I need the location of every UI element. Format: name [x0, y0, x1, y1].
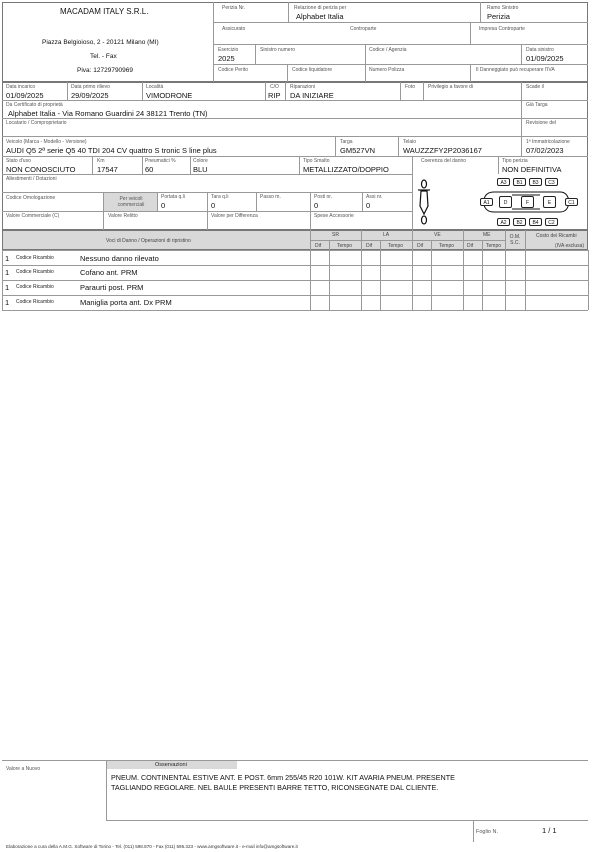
assi-value: 0 — [366, 201, 371, 210]
pneumatici-value: 60 — [145, 165, 154, 174]
sub-tempo: Tempo — [439, 243, 455, 249]
telaio-value: WAUZZZFY2P2036167 — [403, 146, 482, 155]
divider — [2, 250, 3, 310]
telaio-label: Telaio — [403, 139, 417, 145]
divider — [365, 44, 366, 64]
tipo-perizia-value: NON DEFINITIVA — [502, 165, 562, 174]
group-sr: SR — [332, 232, 339, 238]
portata-value: 0 — [161, 201, 166, 210]
ramo-value: Perizia — [487, 12, 510, 21]
row-qty: 1 — [5, 283, 10, 292]
om-header: O.M. S.C. — [509, 234, 521, 246]
localita-value: VIMODRONE — [146, 91, 193, 100]
divider — [505, 230, 506, 310]
divider — [521, 136, 522, 156]
divider — [67, 82, 68, 100]
company-name: MACADAM ITALY S.R.L. — [60, 7, 149, 16]
group-la: LA — [383, 232, 390, 238]
company-phone: Tel. - Fax — [90, 53, 117, 60]
esercizio-value: 2025 — [218, 54, 235, 63]
valore-relitto-label: Valore Relitto — [108, 213, 138, 219]
locatario-label: Locatario / Comproprietario — [6, 120, 67, 126]
divider — [521, 82, 522, 100]
riparazioni-label: Riparazioni — [290, 84, 316, 90]
tara-value: 0 — [211, 201, 216, 210]
group-me: ME — [483, 232, 491, 238]
divider — [2, 156, 588, 157]
divider — [398, 136, 399, 156]
pneumatici-label: Pneumatici % — [145, 158, 176, 164]
localita-label: Località — [146, 84, 164, 90]
targa-value: GM527VN — [340, 146, 376, 155]
damage-pad-C3[interactable]: C3 — [545, 178, 558, 186]
row-code: Codice Ricambio — [16, 299, 54, 305]
motorcycle-icon — [418, 180, 430, 224]
posti-value: 0 — [314, 201, 319, 210]
scade-label: Scade il — [526, 84, 544, 90]
divider — [288, 2, 289, 22]
tara-label: Tara q.li — [211, 194, 229, 200]
sub-dif: Dif — [315, 243, 322, 249]
divider — [92, 156, 93, 174]
divider — [106, 820, 588, 821]
damage-pad-B2[interactable]: B2 — [513, 218, 526, 226]
gia-targa-label: Già Targa — [526, 102, 548, 108]
divider — [2, 310, 588, 311]
sub-tempo: Tempo — [337, 243, 353, 249]
divider — [361, 230, 362, 310]
data-sinistro-label: Data sinistro — [526, 47, 554, 53]
passo-label: Passo m. — [260, 194, 281, 200]
divider — [498, 156, 499, 174]
valore-commerciale-label: Valore Commerciale (C) — [6, 213, 60, 219]
veicolo-value: AUDI Q5 2ª serie Q5 40 TDI 204 CV quattro S tronic S line plus — [6, 146, 217, 155]
smalto-label: Tipo Smalto — [303, 158, 330, 164]
costo-sub: (IVA esclusa) — [555, 243, 585, 249]
allestimenti-label: Allestimenti / Dotazioni — [6, 176, 57, 182]
stato-uso-label: Stato d'uso — [6, 158, 31, 164]
veicolo-label: Veicolo (Marca - Modello - Versione) — [6, 139, 87, 145]
divider — [213, 22, 588, 23]
stato-uso-value: NON CONOSCIUTO — [6, 165, 76, 174]
voci-header: Voci di Danno / Operazioni di ripristino — [106, 238, 191, 244]
divider — [2, 100, 588, 101]
row-desc: Cofano ant. PRM — [80, 268, 138, 277]
company-vat: Piva: 12729790969 — [77, 67, 134, 74]
row-code: Codice Ricambio — [16, 284, 54, 290]
damage-pad-E[interactable]: E — [543, 196, 556, 208]
divider — [2, 211, 412, 212]
divider — [480, 2, 481, 22]
immatricolazione-label: 1ª Immatricolazione — [526, 139, 570, 145]
colore-value: BLU — [193, 165, 208, 174]
osservazioni-line1: PNEUM. CONTINENTAL ESTIVE ANT. E POST. 6mm 255/45 R20 101W. KIT AVARIA PNEUM. PRESENTE — [111, 773, 455, 782]
foglio-label: Foglio N. — [476, 829, 499, 835]
divider — [310, 240, 505, 241]
foto-label: Foto — [405, 84, 416, 90]
divider — [473, 820, 474, 842]
row-desc: Nessuno danno rilevato — [80, 254, 159, 263]
divider — [362, 192, 363, 211]
codice-liquidatore-label: Codice liquidatore — [292, 67, 333, 73]
co-label: C/O — [270, 84, 279, 90]
valore-nuovo-label: Valore a Nuovo — [6, 766, 41, 772]
divider — [310, 230, 311, 310]
divider — [463, 230, 464, 310]
ramo-label: Ramo Sinistro — [487, 5, 519, 11]
elaborazione-text: Elaborazione a cura della A.M.G. Software di Torino - Tel. (011) 598.870 - Fax (011) 595.323 - www.amgsoftware.it - e-mail info@amgsoftware.it — [6, 844, 298, 849]
company-address: Piazza Belgioioso, 2 - 20121 Milano (MI) — [42, 39, 159, 46]
divider — [2, 280, 588, 281]
assicurato-label: Assicurato — [222, 26, 246, 32]
damage-pad-C2[interactable]: C2 — [545, 218, 558, 226]
divider — [412, 230, 413, 310]
numero-polizza-label: Numero Polizza — [369, 67, 405, 73]
relazione-value: Alphabet Italia — [296, 12, 344, 21]
divider — [521, 44, 522, 64]
iva-label: Il Danneggiato può recuperare l'IVA — [476, 67, 555, 73]
sub-dif: Dif — [366, 243, 373, 249]
damage-pad-A1[interactable]: A1 — [480, 198, 493, 206]
data-sinistro-value: 01/09/2025 — [526, 54, 564, 63]
riparazioni-value: DA INIZIARE — [290, 91, 334, 100]
divider — [470, 22, 471, 44]
divider — [190, 156, 191, 174]
controparte-label: Controparte — [350, 26, 377, 32]
divider — [400, 82, 401, 100]
sub-tempo: Tempo — [486, 243, 502, 249]
proprieta-value: Alphabet Italia - Via Romano Guardini 24 38121 Trento (TN) — [8, 109, 208, 118]
smalto-value: METALLIZZATO/DOPPIO — [303, 165, 389, 174]
divider — [287, 64, 288, 82]
codice-agenzia-label: Codice / Agenzia — [369, 47, 407, 53]
foglio-value: 1 / 1 — [542, 826, 557, 835]
divider — [588, 250, 589, 310]
omologazione-label: Codice Omologazione — [6, 195, 56, 201]
sub-dif: Dif — [467, 243, 474, 249]
portata-label: Portata q.li — [161, 194, 185, 200]
row-code: Codice Ricambio — [16, 255, 54, 261]
row-desc: Paraurti post. PRM — [80, 283, 144, 292]
divider — [285, 82, 286, 100]
sinistro-numero-label: Sinistro numero — [260, 47, 296, 53]
data-rilievo-value: 29/09/2025 — [71, 91, 109, 100]
divider — [142, 82, 143, 100]
tipo-perizia-label: Tipo perizia — [502, 158, 528, 164]
damage-pad-A3[interactable]: A3 — [497, 178, 510, 186]
row-code: Codice Ricambio — [16, 269, 54, 275]
divider — [299, 156, 300, 174]
divider — [2, 174, 412, 175]
divider — [2, 250, 588, 251]
divider — [423, 82, 424, 100]
divider — [2, 265, 588, 266]
divider — [2, 136, 588, 137]
divider — [142, 156, 143, 174]
divider — [213, 64, 588, 65]
veicoli-commerciali-label: Per veicoli commerciali — [117, 196, 145, 208]
row-qty: 1 — [5, 298, 10, 307]
proprieta-label: Da Certificato di proprietà — [6, 102, 63, 108]
relazione-label: Relazione di perizia per — [294, 5, 347, 11]
esercizio-label: Esercizio — [218, 47, 239, 53]
divider — [2, 118, 588, 119]
damage-pad-B3[interactable]: B3 — [529, 178, 542, 186]
data-incarico-value: 01/09/2025 — [6, 91, 44, 100]
sub-dif: Dif — [417, 243, 424, 249]
damage-pad-C1[interactable]: C1 — [565, 198, 578, 206]
divider — [256, 192, 257, 211]
group-ve: VE — [434, 232, 441, 238]
osservazioni-label: Osservazioni — [155, 762, 187, 768]
spese-label: Spese Accessorie — [314, 213, 354, 219]
divider — [213, 2, 214, 82]
impresa-label: Impresa Controparte — [479, 26, 525, 32]
divider — [157, 192, 158, 211]
damage-pad-D[interactable]: D — [499, 196, 512, 208]
immatricolazione-value: 07/02/2023 — [526, 146, 564, 155]
row-qty: 1 — [5, 268, 10, 277]
coerenza-label: Coerenza del danno — [421, 158, 467, 164]
co-value: RIP — [268, 91, 281, 100]
data-incarico-label: Data incarico — [6, 84, 36, 90]
divider — [2, 295, 588, 296]
posti-label: Posti nr. — [314, 194, 333, 200]
damage-pad-B1[interactable]: B1 — [513, 178, 526, 186]
costo-header: Costo dei Ricambi — [536, 233, 577, 239]
assi-label: Assi nr. — [366, 194, 383, 200]
row-qty: 1 — [5, 254, 10, 263]
damage-pad-A2[interactable]: A2 — [497, 218, 510, 226]
divider — [106, 760, 107, 820]
divider — [335, 136, 336, 156]
perizia-nr-label: Perizia Nr. — [222, 5, 246, 11]
osservazioni-line2: TAGLIANDO REGOLARE. NEL BAULE PRESENTI BARRE TETTO, RICONSEGNATE DAL CLIENTE. — [111, 783, 439, 792]
damage-pad-F[interactable]: F — [521, 196, 534, 208]
divider — [2, 760, 588, 761]
colore-label: Colore — [193, 158, 208, 164]
divider — [470, 64, 471, 82]
divider — [365, 64, 366, 82]
data-rilievo-label: Data primo rilievo — [71, 84, 110, 90]
divider — [255, 44, 256, 64]
divider — [525, 230, 526, 310]
damage-pad-B4[interactable]: B4 — [529, 218, 542, 226]
targa-label: Targa — [340, 139, 353, 145]
km-label: Km — [97, 158, 105, 164]
revisione-label: Revisione del — [526, 120, 557, 126]
divider — [265, 82, 266, 100]
codice-perito-label: Codice Perito — [218, 67, 249, 73]
divider — [213, 44, 588, 45]
row-desc: Maniglia porta ant. Dx PRM — [80, 298, 172, 307]
privilegio-label: Privilegio a favore di — [428, 84, 474, 90]
km-value: 17547 — [97, 165, 118, 174]
sub-tempo: Tempo — [388, 243, 404, 249]
valore-differenza-label: Valore per Differenza — [211, 213, 258, 219]
